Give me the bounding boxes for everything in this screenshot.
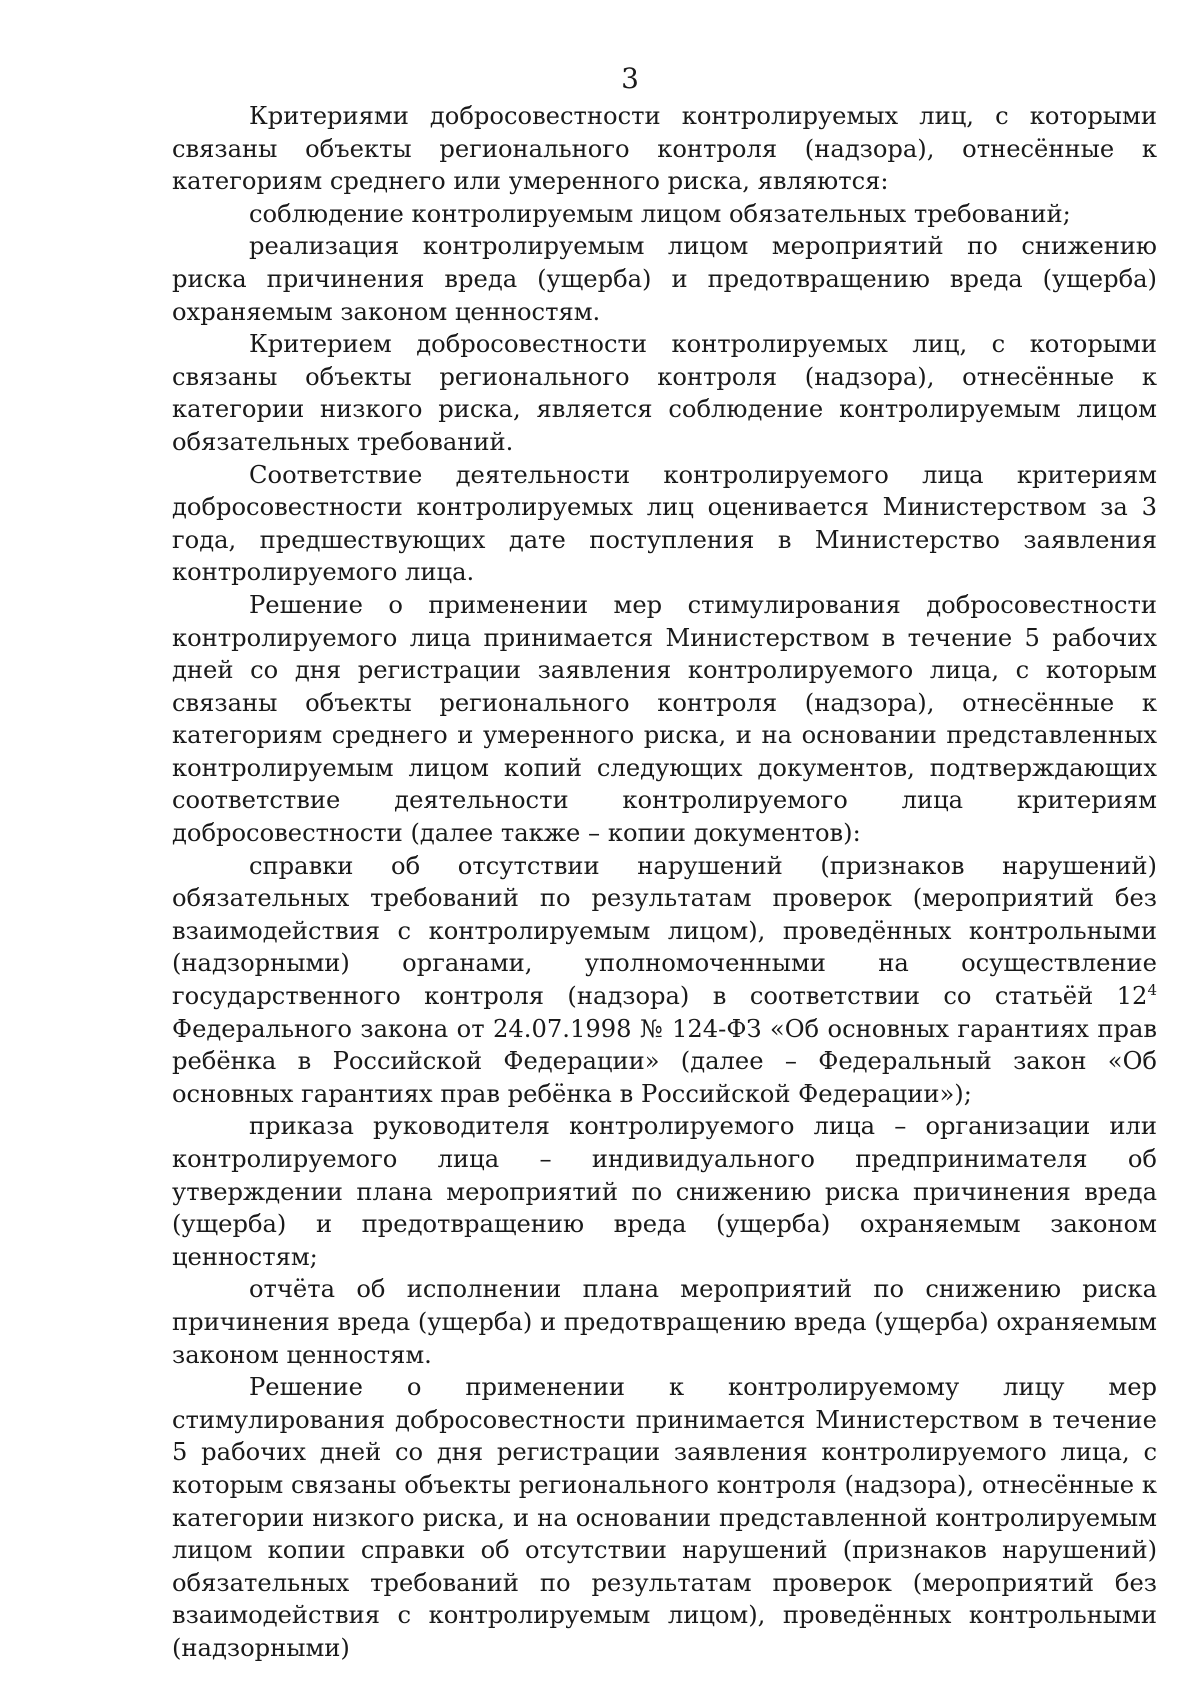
paragraph-decision-medium-risk: Решение о применении мер стимулирования добросовестности контролируемого лица принимается Министерством в течение 5 рабочих дней со дня регистрации заявления контролируемого лица, с которым связаны объекты регионального контроля (надзора), отнесённые к категориям среднего и умеренного риска, и на основании представленных контролируемым лицом копий следующих документов, подтверждающих соответствие деятельности контролируемого лица критериям добросовестности (далее также – копии документов): [172,590,1157,848]
paragraph-report: отчёта об исполнении плана мероприятий по снижению риска причинения вреда (ущерба) и предотвращению вреда (ущерба) охраняемым законом ценностям. [172,1275,1157,1369]
paragraph-certificate [172,850,1157,1111]
certificate-text-before: справки об отсутствии нарушений (признаков нарушений) обязательных требований по результатам проверок (мероприятий без взаимодействия с контролируемым лицом), проведённых контрольными (надзорными) органами, уполномоченными на осуществление государственного контроля (надзора) в соответствии со статьёй 12 [172,851,1157,1011]
paragraph-criteria-medium-risk: Критериями добросовестности контролируемых лиц, с которыми связаны объекты регионального контроля (надзора), отнесённые к категориям среднего или умеренного риска, являются: [172,102,1157,196]
paragraph-risk-reduction: реализация контролируемым лицом мероприятий по снижению риска причинения вреда (ущерба) и предотвращению вреда (ущерба) охраняемым законом ценностям. [172,232,1157,326]
article-superscript: 4 [1147,980,1157,999]
certificate-text-after: Федерального закона от 24.07.1998 № 124-ФЗ «Об основных гарантиях прав ребёнка в Российской Федерации» (далее – Федеральный закон «Об основных гарантиях прав ребёнка в Российской Федерации»); [172,1014,1157,1108]
paragraph-compliance: соблюдение контролируемым лицом обязательных требований; [249,199,1071,228]
paragraph-decision-low-risk: Решение о применении к контролируемому лицу мер стимулирования добросовестности принимается Министерством в течение 5 рабочих дней со дня регистрации заявления контролируемого лица, с которым связаны объекты регионального контроля (надзора), отнесённые к категории низкого риска, и на основании представленной контролируемым лицом копии справки об отсутствии нарушений (признаков нарушений) обязательных требований по результатам проверок (мероприятий без взаимодействия с контролируемым лицом), проведённых контрольными (надзорными) [172,1373,1157,1662]
page-number: 3 [621,62,639,95]
paragraph-order: приказа руководителя контролируемого лица – организации или контролируемого лица – индивидуального предпринимателя об утверждении плана мероприятий по снижению риска причинения вреда (ущерба) и предотвращению вреда (ущерба) охраняемым законом ценностям; [172,1112,1157,1271]
document-body [172,100,1157,1665]
paragraph-assessment-period: Соответствие деятельности контролируемого лица критериям добросовестности контролируемых лиц оценивается Министерством за 3 года, предшествующих дате поступления в Министерство заявления контролируемого лица. [172,460,1157,587]
paragraph-criteria-low-risk: Критерием добросовестности контролируемых лиц, с которыми связаны объекты регионального контроля (надзора), отнесённые к категории низкого риска, является соблюдение контролируемым лицом обязательных требований. [172,330,1157,456]
